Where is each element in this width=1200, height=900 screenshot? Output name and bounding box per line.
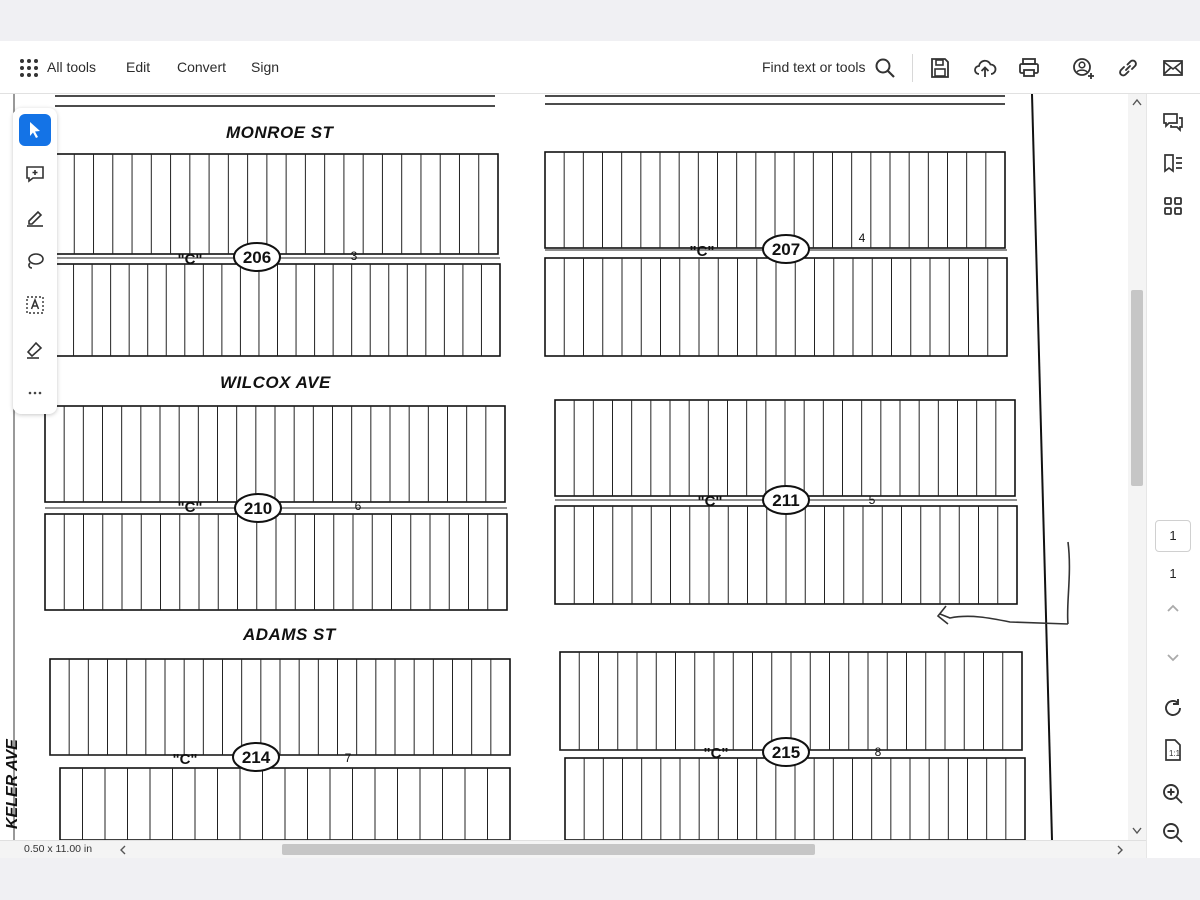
scroll-up-icon[interactable] [1132,98,1142,106]
top-partial-lots [55,96,1005,106]
scroll-right-icon[interactable] [1116,845,1124,855]
svg-text:1:1: 1:1 [1169,749,1181,758]
zoom-in-icon[interactable] [1161,782,1185,806]
sign-menu[interactable]: Sign [251,59,280,75]
sign-pen-icon [25,339,45,359]
more-tools-button[interactable] [19,377,51,409]
subdivision-number: 4 [858,231,866,245]
page-edge-line [1032,94,1052,840]
search-icon[interactable] [873,56,897,80]
select-tool-button[interactable] [19,114,51,146]
scroll-left-icon[interactable] [119,845,127,855]
subdivision-number: 5 [868,493,876,507]
text-box-icon [25,295,45,315]
block-number: 206 [242,248,272,267]
page-number-input[interactable]: 1 [1155,520,1191,552]
alley-label: "C" [703,745,729,762]
vertical-scrollbar[interactable] [1128,94,1146,840]
refresh-icon[interactable] [1161,696,1185,720]
bookmarks-icon[interactable] [1161,152,1185,176]
street-label-wilcox: WILCOX AVE [220,373,331,392]
subdivision-number: 7 [344,751,352,765]
comments-icon[interactable] [1161,110,1185,134]
block-number: 215 [771,743,801,762]
highlight-pen-icon [25,207,45,227]
all-tools-menu[interactable]: All tools [47,59,97,75]
thumbnails-icon[interactable] [1161,194,1185,218]
draw-lasso-icon [25,251,45,271]
hand-drawn-arrow [938,542,1069,624]
vertical-scroll-thumb[interactable] [1131,290,1143,486]
street-label-keeler: KELER AVE [4,739,21,829]
chevron-up-icon[interactable] [1161,597,1185,621]
edit-menu[interactable]: Edit [126,59,151,75]
horizontal-scrollbar[interactable] [0,840,1146,858]
find-text-or-tools[interactable]: Find text or tools [762,59,866,75]
cloud-upload-icon[interactable] [973,56,997,80]
quick-tools-panel [13,108,57,414]
sign-tool-button[interactable] [19,333,51,365]
subdivision-number: 3 [350,249,358,263]
convert-menu[interactable]: Convert [177,59,227,75]
highlight-button[interactable] [19,201,51,233]
draw-button[interactable] [19,245,51,277]
add-comment-button[interactable] [19,158,51,190]
page-total-count: 1 [1169,566,1177,581]
document-viewer[interactable] [0,94,1146,840]
alley-label: "C" [177,251,203,268]
more-icon [25,383,45,403]
horizontal-scroll-thumb[interactable] [282,844,815,855]
window-bottom-strip [0,858,1200,900]
print-icon[interactable] [1017,56,1041,80]
block-number: 207 [771,240,801,259]
save-icon[interactable] [928,56,952,80]
toolbar-divider [912,54,913,82]
scroll-down-icon[interactable] [1132,827,1142,835]
link-icon[interactable] [1116,56,1140,80]
block-number: 214 [241,748,271,767]
select-pointer-icon [25,120,45,140]
alley-label: "C" [689,243,715,260]
plat-map-page [0,94,1130,840]
block-number: 211 [772,491,800,510]
add-comment-icon [25,164,45,184]
window-top-strip [0,0,1200,41]
text-box-button[interactable] [19,289,51,321]
main-toolbar [0,41,1200,94]
street-label-adams: ADAMS ST [243,625,336,644]
alley-label: "C" [177,499,203,516]
street-label-monroe: MONROE ST [226,123,334,142]
right-rail [1146,94,1200,858]
alley-label: "C" [697,493,723,510]
chevron-down-icon[interactable] [1161,645,1185,669]
lot-row-outline [55,154,498,254]
mail-icon[interactable] [1161,56,1185,80]
add-user-icon[interactable] [1071,56,1095,80]
apps-grid-icon[interactable] [17,56,41,80]
alley-label: "C" [172,751,198,768]
block-number: 210 [243,499,273,518]
page-size-readout: 0.50 x 11.00 in [24,843,93,855]
subdivision-number: 6 [354,499,362,513]
zoom-out-icon[interactable] [1161,821,1185,845]
page-fit-icon[interactable] [1161,738,1185,762]
subdivision-number: 8 [874,745,882,759]
